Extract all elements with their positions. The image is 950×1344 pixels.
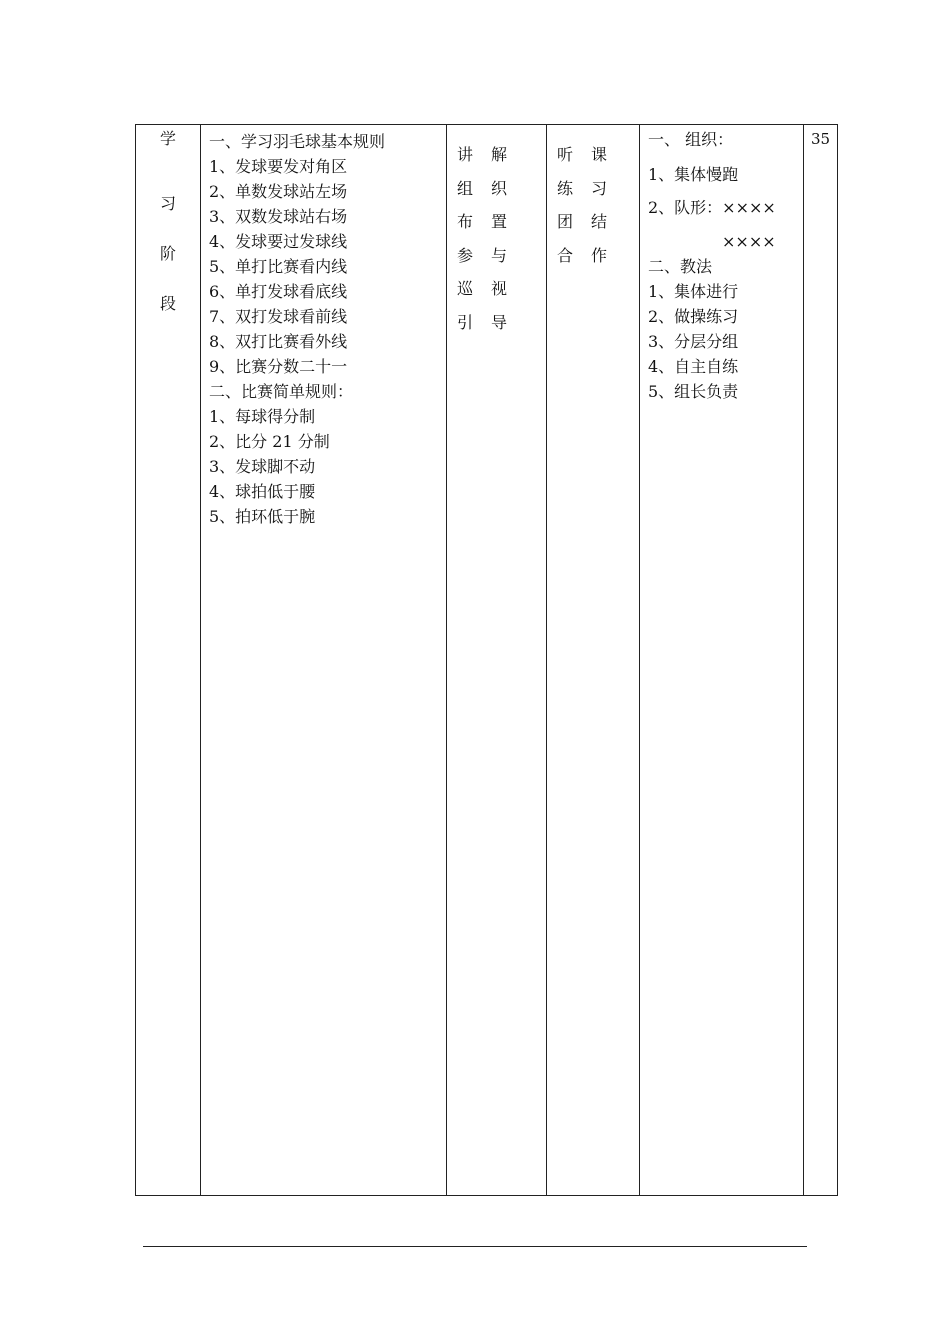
list-item	[447, 244, 546, 278]
content-item: 3、发球脚不动	[209, 457, 316, 476]
stage-char: 习	[159, 194, 176, 213]
student-char: 合	[557, 245, 574, 265]
stage-char: 段	[159, 294, 176, 313]
content-item: 1、发球要发对角区	[209, 157, 348, 176]
org-heading: 二、教法	[648, 257, 713, 276]
list-item	[447, 210, 546, 244]
teacher-char: 视	[491, 279, 508, 298]
student-char: 作	[591, 245, 608, 265]
formation-line-cont: ××××	[722, 232, 776, 251]
list-item	[547, 177, 639, 211]
teacher-char: 巡	[457, 279, 474, 298]
teacher-char: 导	[491, 312, 508, 332]
content-item: 4、球拍低于腰	[209, 482, 316, 501]
student-char: 习	[591, 178, 608, 198]
teacher-activity-cell	[447, 125, 547, 1196]
list-item	[447, 277, 546, 311]
list-item	[547, 143, 639, 177]
table-row	[136, 125, 838, 1196]
org-item: 1、集体慢跑	[648, 165, 739, 184]
content-list	[201, 125, 446, 529]
method-item: 2、做操练习	[648, 307, 739, 326]
content-item: 9、比赛分数二十一	[209, 357, 348, 376]
student-char: 听	[557, 145, 574, 164]
content-item: 6、单打发球看底线	[209, 282, 348, 301]
content-heading: 一、学习羽毛球基本规则	[209, 132, 386, 151]
content-item: 1、每球得分制	[209, 407, 316, 426]
teacher-char: 与	[491, 245, 508, 265]
list-item	[447, 311, 546, 345]
student-activity-cell	[547, 125, 640, 1196]
student-activity-list	[547, 125, 639, 277]
organization-list	[640, 125, 803, 404]
teacher-char: 织	[491, 178, 508, 198]
list-item	[447, 177, 546, 211]
student-char: 练	[557, 178, 574, 198]
stage-label	[136, 125, 200, 329]
org-heading: 一、 组织：	[648, 130, 734, 149]
content-item: 7、双打发球看前线	[209, 307, 348, 326]
student-char: 团	[557, 212, 574, 231]
content-item: 3、双数发球站右场	[209, 207, 348, 226]
minutes-cell	[804, 125, 838, 1196]
content-heading: 二、比赛简单规则：	[209, 382, 354, 401]
content-item: 8、双打比赛看外线	[209, 332, 348, 351]
teacher-char: 引	[457, 312, 474, 332]
method-item: 3、分层分组	[648, 332, 739, 351]
content-item: 5、拍环低于腕	[209, 507, 316, 526]
content-item: 5、单打比赛看内线	[209, 257, 348, 276]
content-item: 2、比分 21 分制	[209, 432, 330, 451]
stage-cell	[136, 125, 201, 1196]
content-item: 2、单数发球站左场	[209, 182, 348, 201]
student-char: 课	[591, 145, 608, 164]
method-item: 4、自主自练	[648, 357, 739, 376]
list-item	[547, 210, 639, 244]
lesson-plan-table	[135, 124, 838, 1196]
teacher-char: 置	[491, 212, 508, 231]
teacher-activity-list	[447, 125, 546, 344]
content-item: 4、发球要过发球线	[209, 232, 348, 251]
organization-cell	[640, 125, 804, 1196]
stage-char: 阶	[159, 244, 176, 263]
content-cell	[201, 125, 447, 1196]
minutes-value: 35	[810, 130, 831, 148]
formation-line: 2、队形：××××	[648, 198, 776, 217]
footer-rule	[143, 1246, 807, 1247]
teacher-char: 参	[457, 245, 474, 265]
teacher-char: 解	[491, 145, 508, 164]
method-item: 5、组长负责	[648, 382, 739, 401]
teacher-char: 组	[457, 178, 474, 198]
list-item	[547, 244, 639, 278]
student-char: 结	[591, 212, 608, 231]
method-item: 1、集体进行	[648, 282, 739, 301]
list-item	[447, 143, 546, 177]
teacher-char: 讲	[457, 145, 474, 164]
stage-char: 学	[159, 129, 176, 148]
teacher-char: 布	[457, 212, 474, 231]
